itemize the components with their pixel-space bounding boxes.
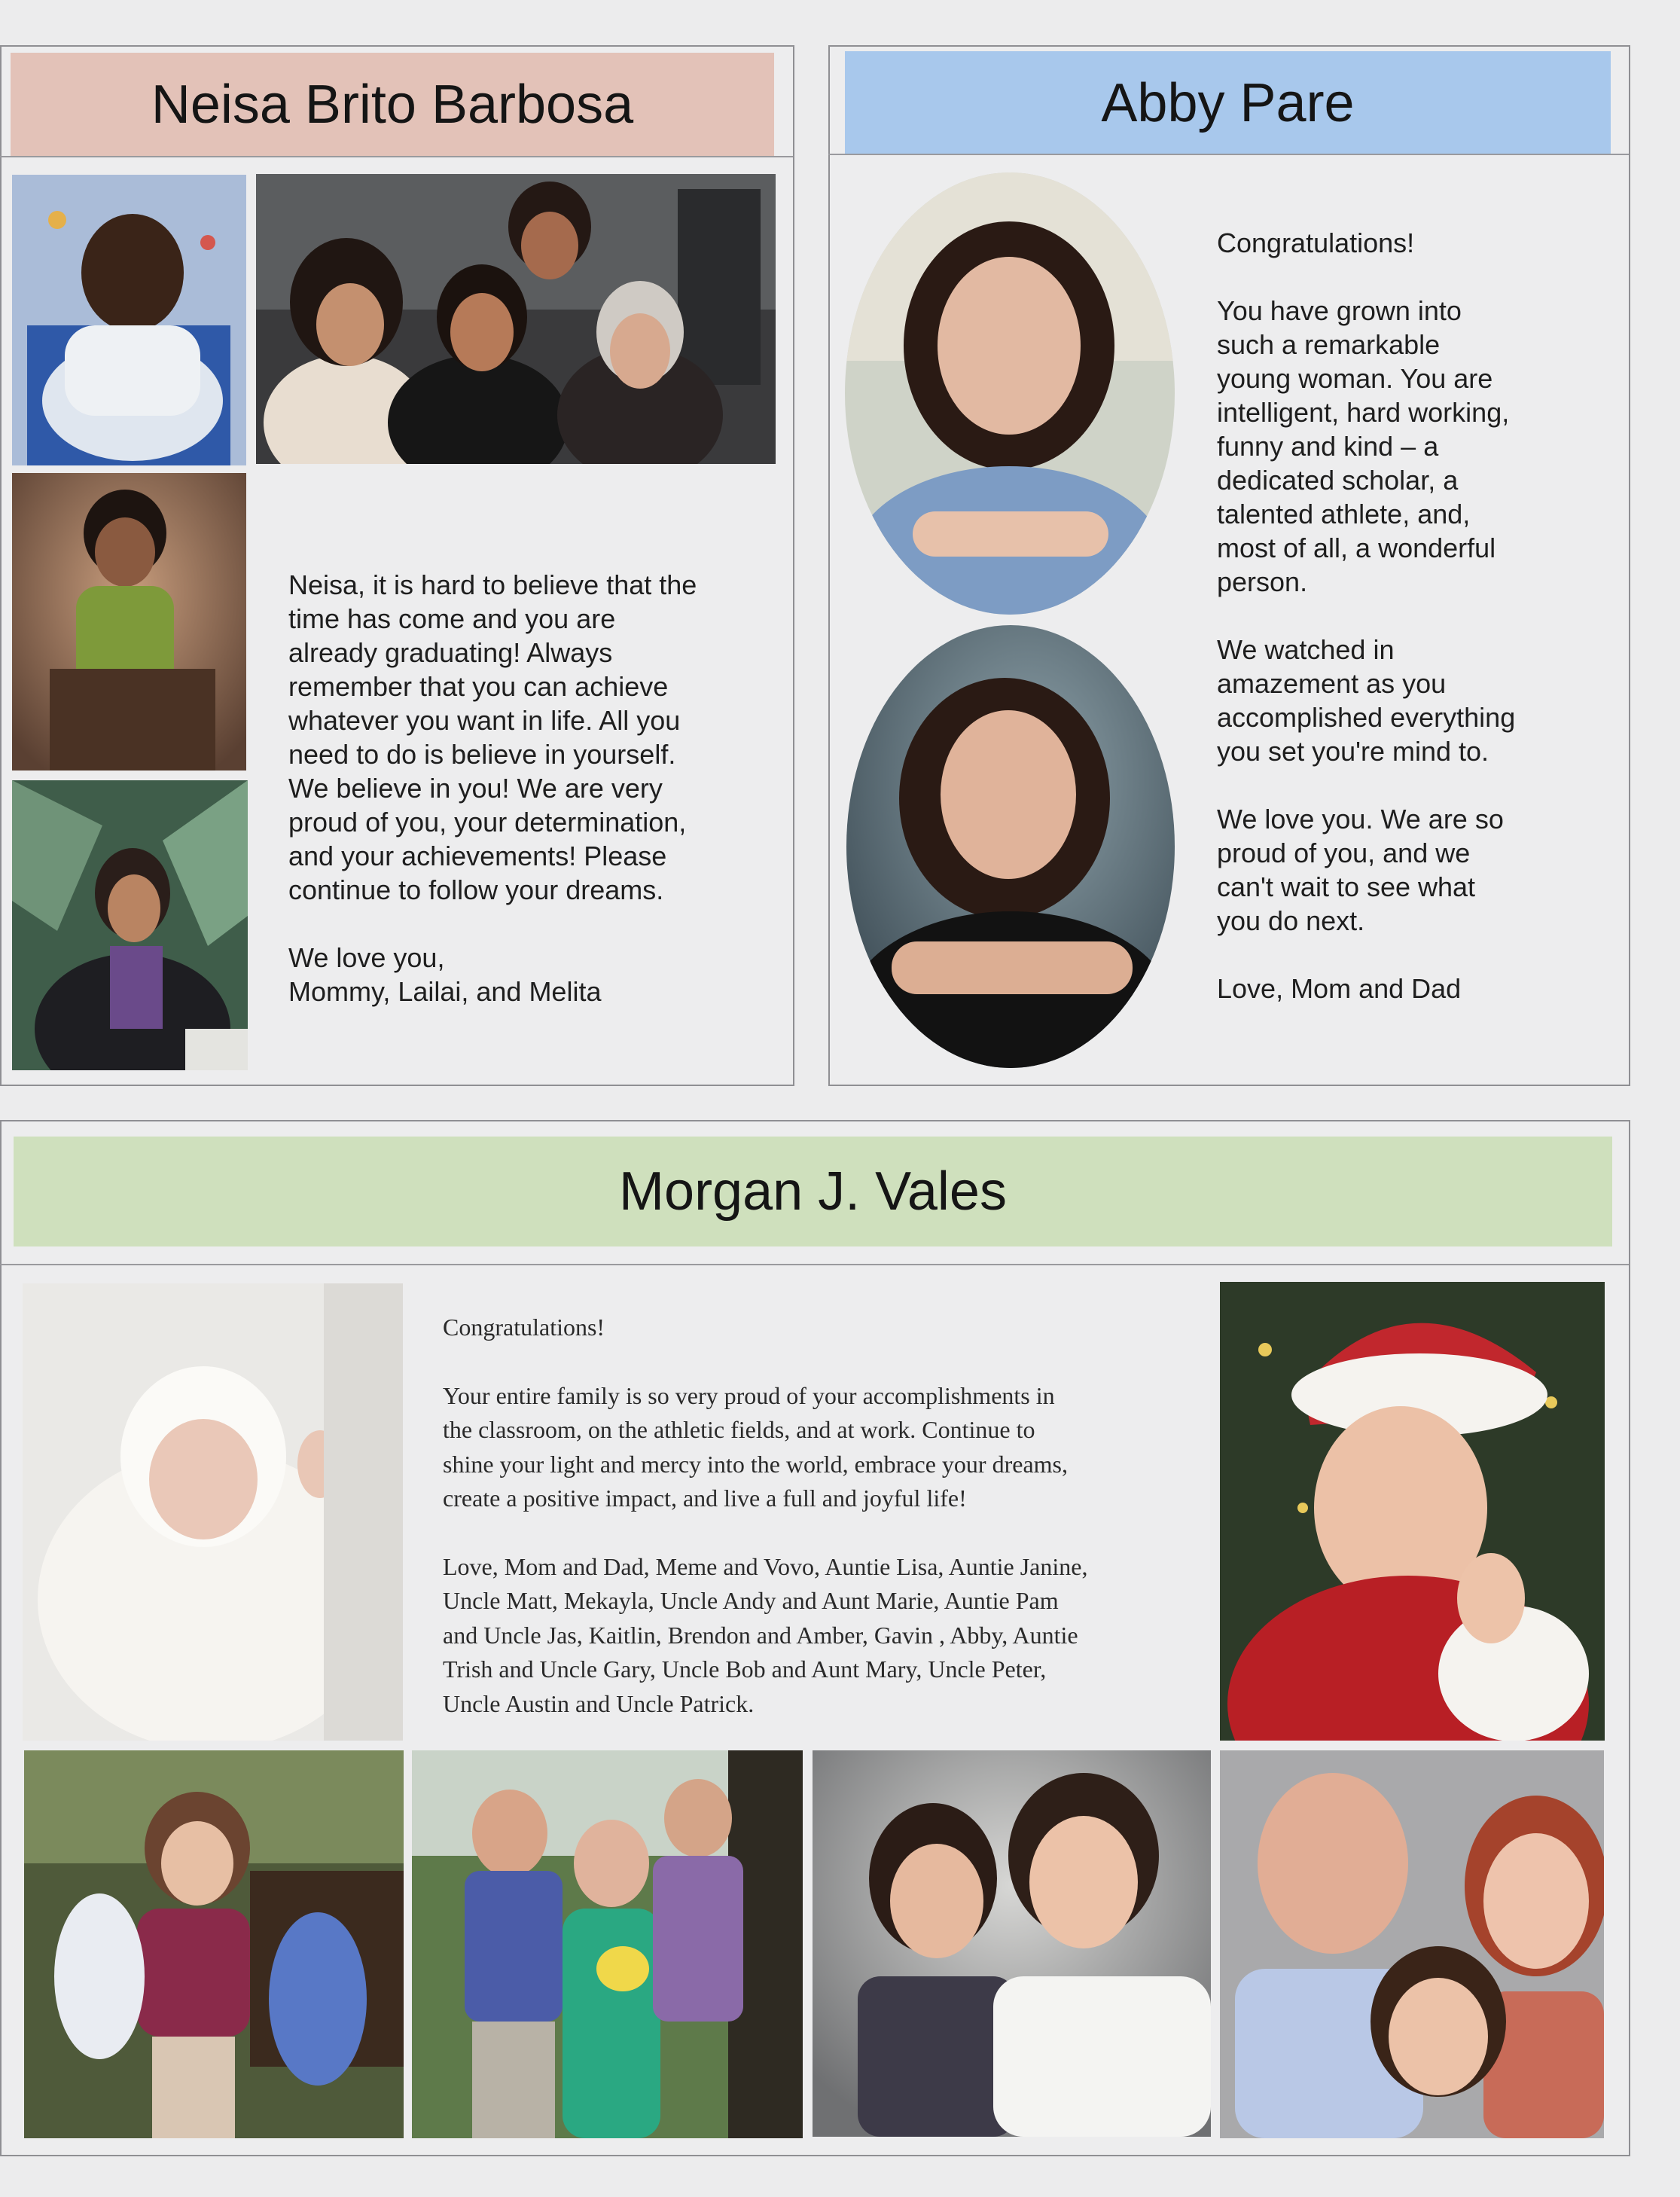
neisa-message-line: whatever you want in life. All you (288, 705, 681, 736)
abby-message-line: accomplished everything (1217, 702, 1516, 733)
neisa-message-line: We believe in you! We are very (288, 773, 663, 804)
neisa-message-line: remember that you can achieve (288, 671, 669, 702)
abby-senior-portrait (846, 625, 1175, 1068)
abby-message-line: talented athlete, and, (1217, 499, 1471, 529)
abby-message-line: dedicated scholar, a (1217, 465, 1459, 496)
abby-message-line: We love you. We are so (1217, 804, 1504, 835)
abby-message-line: We watched in (1217, 634, 1395, 665)
abby-message-line: you do next. (1217, 905, 1365, 936)
abby-name-banner: Abby Pare (845, 51, 1611, 154)
morgan-message-line: the classroom, on the athletic fields, and at work. Continue to (443, 1416, 1035, 1443)
morgan-message-line: shine your light and mercy into the world, embrace your dreams, (443, 1450, 1068, 1478)
neisa-message-line: need to do is believe in yourself. (288, 739, 676, 770)
morgan-family-photo (1220, 1750, 1604, 2138)
neisa-teen-photo (12, 780, 248, 1070)
morgan-signoff-line: Uncle Matt, Mekayla, Uncle Andy and Aunt Marie, Auntie Pam (443, 1587, 1059, 1614)
neisa-baby-photo (12, 175, 246, 465)
abby-message-line: you set you're mind to. (1217, 736, 1489, 767)
morgan-grandparents-photo (412, 1750, 803, 2138)
neisa-message-line: Neisa, it is hard to believe that the (288, 569, 697, 600)
neisa-toddler-photo (12, 473, 246, 770)
abby-message-line: You have grown into (1217, 295, 1462, 326)
abby-child-portrait (845, 172, 1175, 615)
neisa-message-line: time has come and you are (288, 603, 616, 634)
abby-message-line: proud of you, and we (1217, 838, 1471, 868)
neisa-name-banner: Neisa Brito Barbosa (11, 53, 774, 157)
morgan-message (443, 1311, 1196, 1721)
morgan-message-line: Your entire family is so very proud of your accomplishments in (443, 1381, 1055, 1409)
neisa-signoff-line: We love you, (288, 942, 445, 973)
neisa-message-line: proud of you, your determination, (288, 807, 687, 838)
neisa-banner-rule (0, 156, 793, 157)
abby-message-line: can't wait to see what (1217, 871, 1476, 902)
morgan-santa-photo (1220, 1282, 1605, 1741)
abby-message-line: such a remarkable (1217, 329, 1441, 360)
abby-greeting: Congratulations! (1217, 227, 1415, 258)
abby-message-line: young woman. You are (1217, 363, 1493, 394)
morgan-signoff-line: and Uncle Jas, Kaitlin, Brendon and Amber, Gavin , Abby, Auntie (443, 1621, 1078, 1649)
morgan-signoff-line: Uncle Austin and Uncle Patrick. (443, 1689, 755, 1717)
abby-message-line: intelligent, hard working, (1217, 397, 1510, 428)
morgan-signoff-line: Trish and Uncle Gary, Uncle Bob and Aunt Mary, Uncle Peter, (443, 1655, 1047, 1683)
morgan-message-line: create a positive impact, and live a full and joyful life! (443, 1485, 967, 1512)
morgan-name-banner: Morgan J. Vales (14, 1137, 1612, 1246)
neisa-message-line: and your achievements! Please (288, 841, 667, 871)
abby-message-line: most of all, a wonderful (1217, 532, 1496, 563)
morgan-sisters-photo (813, 1750, 1211, 2137)
morgan-signoff-line: Love, Mom and Dad, Meme and Vovo, Auntie Lisa, Auntie Janine, (443, 1552, 1088, 1580)
morgan-greeting: Congratulations! (443, 1314, 605, 1341)
abby-signoff: Love, Mom and Dad (1217, 973, 1462, 1004)
abby-message-line: amazement as you (1217, 668, 1447, 699)
morgan-banner-rule (0, 1264, 1629, 1265)
abby-banner-rule (828, 154, 1629, 155)
neisa-message-line: already graduating! Always (288, 637, 613, 668)
morgan-newborn-photo (23, 1283, 403, 1741)
neisa-message-line: continue to follow your dreams. (288, 874, 664, 905)
neisa-family-photo (256, 174, 776, 464)
neisa-signoff-line: Mommy, Lailai, and Melita (288, 976, 602, 1007)
abby-message (1217, 226, 1608, 1005)
abby-message-line: person. (1217, 566, 1308, 597)
abby-message-line: funny and kind – a (1217, 431, 1439, 462)
morgan-cheer-photo (24, 1750, 404, 2138)
neisa-message (288, 568, 770, 1008)
